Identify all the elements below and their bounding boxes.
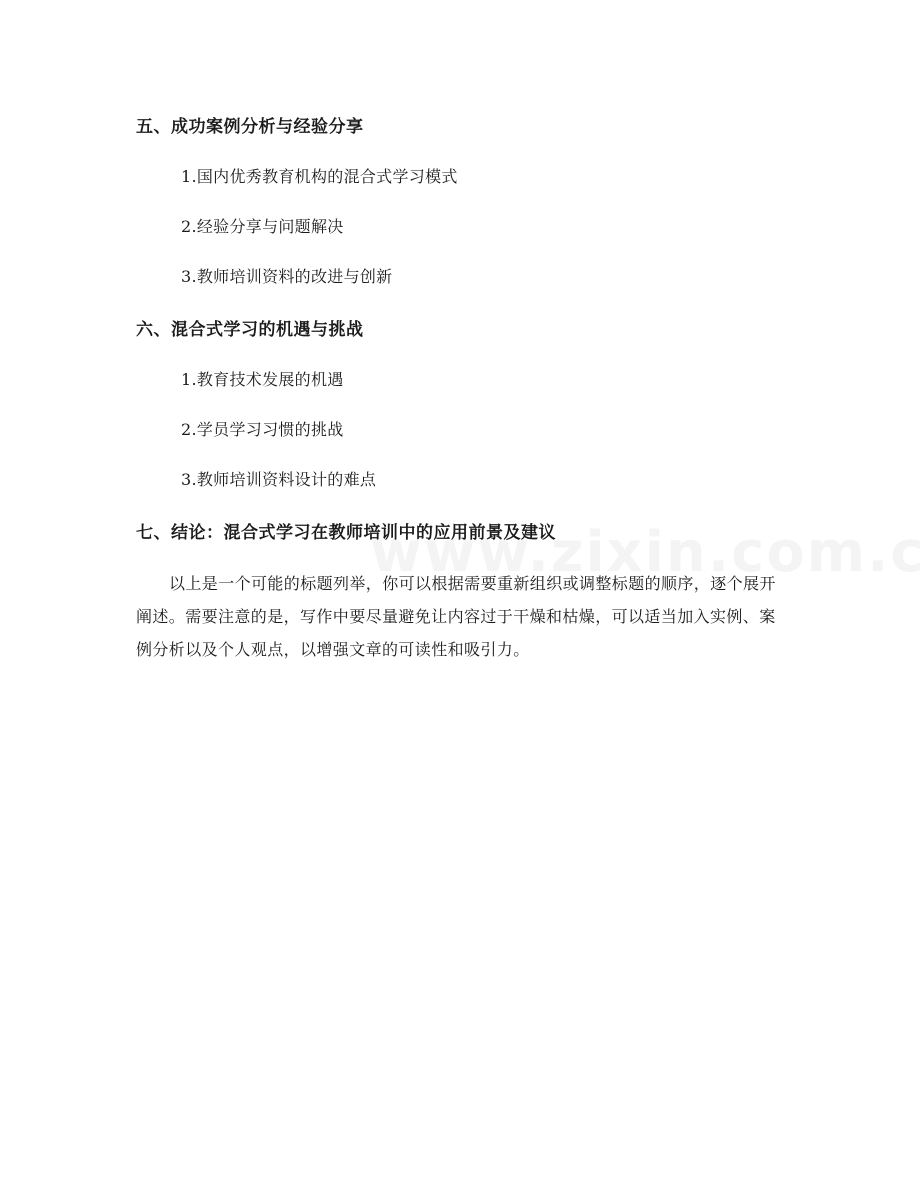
section-heading-6: 六、混合式学习的机遇与挑战 — [136, 320, 364, 340]
conclusion-paragraph: 以上是一个可能的标题列举，你可以根据需要重新组织或调整标题的顺序，逐个展开阐述。需要注意的是，写作中要尽量避免让内容过于干燥和枯燥，可以适当加入实例、案例分析以及个人观点，以增强文章的可读性和吸引力。 — [136, 574, 776, 659]
section-5-item-2: 2.经验分享与问题解决 — [181, 217, 344, 236]
section-6-item-3: 3.教师培训资料设计的难点 — [181, 470, 377, 489]
section-heading-7: 七、结论：混合式学习在教师培训中的应用前景及建议 — [136, 523, 556, 543]
section-heading-5: 五、成功案例分析与经验分享 — [136, 117, 364, 137]
section-6-item-2: 2.学员学习习惯的挑战 — [181, 420, 344, 439]
section-5-item-3: 3.教师培训资料的改进与创新 — [181, 267, 393, 286]
section-5-item-1: 1.国内优秀教育机构的混合式学习模式 — [181, 167, 458, 186]
section-6-item-1: 1.教育技术发展的机遇 — [181, 370, 344, 389]
